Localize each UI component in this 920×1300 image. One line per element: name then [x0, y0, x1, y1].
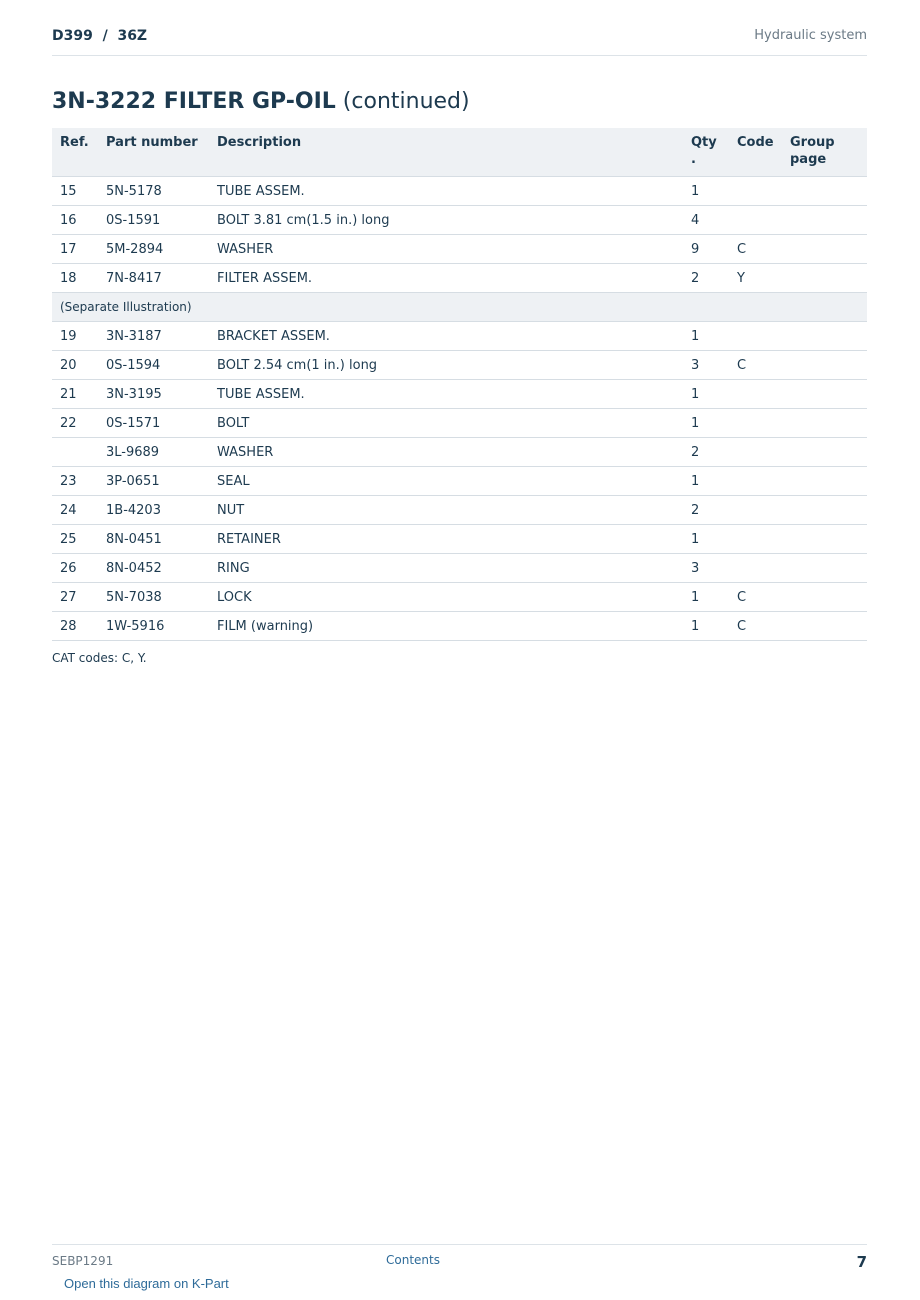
section-label: Hydraulic system — [754, 28, 867, 43]
cell-code — [729, 525, 782, 554]
cell-part-number: 1B-4203 — [98, 496, 209, 525]
cell-description: BOLT — [209, 409, 683, 438]
table-row — [52, 467, 867, 496]
table-row — [52, 351, 867, 380]
cell-ref: 27 — [52, 583, 98, 612]
table-row — [52, 206, 867, 235]
table-row — [52, 612, 867, 641]
cell-group-page — [782, 438, 867, 467]
document-code: SEBP1291 — [52, 1254, 114, 1268]
cell-part-number: 8N-0451 — [98, 525, 209, 554]
cell-group-page — [782, 206, 867, 235]
cell-description: LOCK — [209, 583, 683, 612]
col-header-qty: Qty . — [683, 128, 729, 177]
cell-part-number: 3P-0651 — [98, 467, 209, 496]
note-cell: (Separate Illustration) — [52, 293, 867, 322]
cell-code: C — [729, 351, 782, 380]
cell-group-page — [782, 322, 867, 351]
cell-ref: 19 — [52, 322, 98, 351]
cell-ref: 21 — [52, 380, 98, 409]
cell-part-number: 3N-3187 — [98, 322, 209, 351]
cell-code — [729, 322, 782, 351]
parts-table — [52, 128, 867, 641]
cell-code — [729, 409, 782, 438]
page-title — [52, 89, 470, 114]
page-footer — [52, 1244, 867, 1275]
table-row — [52, 409, 867, 438]
cell-qty: 1 — [683, 322, 729, 351]
cell-part-number: 0S-1594 — [98, 351, 209, 380]
table-note-row — [52, 293, 867, 322]
cell-group-page — [782, 351, 867, 380]
cell-part-number: 0S-1591 — [98, 206, 209, 235]
table-row — [52, 264, 867, 293]
cell-qty: 2 — [683, 264, 729, 293]
cell-description: FILM (warning) — [209, 612, 683, 641]
cell-qty: 2 — [683, 496, 729, 525]
cell-part-number: 8N-0452 — [98, 554, 209, 583]
cell-description: RETAINER — [209, 525, 683, 554]
col-header-group-page: Group page — [782, 128, 867, 177]
cell-group-page — [782, 554, 867, 583]
table-row — [52, 583, 867, 612]
cell-ref: 15 — [52, 177, 98, 206]
cell-part-number: 7N-8417 — [98, 264, 209, 293]
cell-qty: 1 — [683, 612, 729, 641]
cell-code: C — [729, 612, 782, 641]
cell-group-page — [782, 525, 867, 554]
page-number: 7 — [856, 1253, 867, 1271]
cell-part-number: 1W-5916 — [98, 612, 209, 641]
cell-qty: 1 — [683, 525, 729, 554]
model-label: D399 / 36Z — [52, 28, 148, 44]
col-header-ref: Ref. — [52, 128, 98, 177]
table-row — [52, 525, 867, 554]
cell-ref: 20 — [52, 351, 98, 380]
cell-description: BOLT 3.81 cm(1.5 in.) long — [209, 206, 683, 235]
cell-group-page — [782, 235, 867, 264]
cell-group-page — [782, 409, 867, 438]
cell-description: TUBE ASSEM. — [209, 380, 683, 409]
cell-code — [729, 206, 782, 235]
col-header-description: Description — [209, 128, 683, 177]
table-row — [52, 554, 867, 583]
cell-group-page — [782, 380, 867, 409]
cell-qty: 3 — [683, 554, 729, 583]
cell-qty: 1 — [683, 583, 729, 612]
cell-qty: 4 — [683, 206, 729, 235]
cell-ref — [52, 438, 98, 467]
cell-qty: 1 — [683, 467, 729, 496]
cell-description: TUBE ASSEM. — [209, 177, 683, 206]
cell-ref: 22 — [52, 409, 98, 438]
cell-code: Y — [729, 264, 782, 293]
cell-part-number: 5N-5178 — [98, 177, 209, 206]
cell-description: FILTER ASSEM. — [209, 264, 683, 293]
cell-ref: 23 — [52, 467, 98, 496]
open-kpart-link[interactable]: Open this diagram on K-Part — [64, 1276, 229, 1291]
contents-link[interactable]: Contents — [386, 1253, 440, 1267]
cell-part-number: 3L-9689 — [98, 438, 209, 467]
cell-qty: 1 — [683, 380, 729, 409]
cell-ref: 26 — [52, 554, 98, 583]
col-header-part-number: Part number — [98, 128, 209, 177]
cell-ref: 25 — [52, 525, 98, 554]
cell-ref: 16 — [52, 206, 98, 235]
cell-code — [729, 380, 782, 409]
cell-code: C — [729, 235, 782, 264]
cell-ref: 28 — [52, 612, 98, 641]
cell-qty: 9 — [683, 235, 729, 264]
table-row — [52, 438, 867, 467]
cell-qty: 1 — [683, 177, 729, 206]
cell-group-page — [782, 496, 867, 525]
page-title-main: 3N-3222 FILTER GP-OIL — [52, 89, 336, 114]
cell-description: WASHER — [209, 438, 683, 467]
cell-group-page — [782, 264, 867, 293]
cat-codes-note: CAT codes: C, Y. — [52, 651, 147, 665]
cell-part-number: 5M-2894 — [98, 235, 209, 264]
cell-ref: 18 — [52, 264, 98, 293]
cell-group-page — [782, 612, 867, 641]
cell-group-page — [782, 467, 867, 496]
cell-code: C — [729, 583, 782, 612]
cell-description: WASHER — [209, 235, 683, 264]
cell-description: BRACKET ASSEM. — [209, 322, 683, 351]
table-row — [52, 380, 867, 409]
cell-description: NUT — [209, 496, 683, 525]
cell-ref: 24 — [52, 496, 98, 525]
cell-part-number: 3N-3195 — [98, 380, 209, 409]
table-header-row — [52, 128, 867, 177]
cell-description: BOLT 2.54 cm(1 in.) long — [209, 351, 683, 380]
cell-part-number: 0S-1571 — [98, 409, 209, 438]
cell-qty: 2 — [683, 438, 729, 467]
cell-description: RING — [209, 554, 683, 583]
cell-qty: 3 — [683, 351, 729, 380]
cell-qty: 1 — [683, 409, 729, 438]
cell-ref: 17 — [52, 235, 98, 264]
col-header-code: Code — [729, 128, 782, 177]
cell-code — [729, 467, 782, 496]
table-row — [52, 177, 867, 206]
table-row — [52, 496, 867, 525]
table-row — [52, 322, 867, 351]
cell-description: SEAL — [209, 467, 683, 496]
cell-code — [729, 554, 782, 583]
cell-group-page — [782, 583, 867, 612]
cell-code — [729, 438, 782, 467]
page-header — [52, 28, 867, 56]
cell-group-page — [782, 177, 867, 206]
parts-table-body — [52, 177, 867, 641]
table-row — [52, 235, 867, 264]
cell-part-number: 5N-7038 — [98, 583, 209, 612]
page-title-suffix: (continued) — [335, 89, 470, 114]
cell-code — [729, 496, 782, 525]
cell-code — [729, 177, 782, 206]
